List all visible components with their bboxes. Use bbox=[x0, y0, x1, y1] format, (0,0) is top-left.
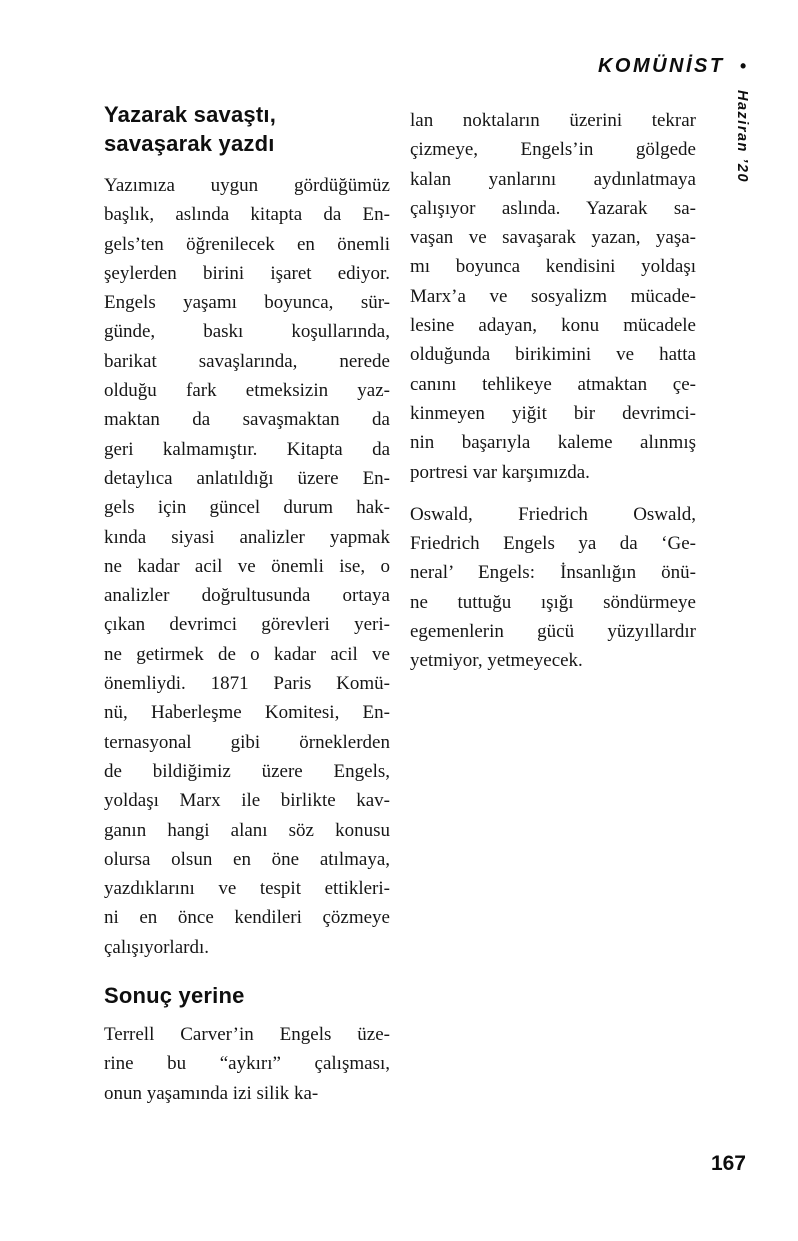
text-line: analizler doğrultusunda ortaya bbox=[104, 585, 390, 607]
text-line: ne getirmek de o kadar acil ve bbox=[104, 643, 390, 665]
text-line: Marx’a ve sosyalizm mücade- bbox=[410, 285, 696, 307]
text-line: şeylerden birini işaret ediyor. bbox=[104, 262, 390, 284]
text-line: rine bu “aykırı” çalışması, bbox=[104, 1053, 390, 1075]
text-line: çalışıyorlardı. bbox=[104, 936, 209, 958]
text-line: canını tehlikeye atmaktan çe- bbox=[410, 373, 696, 395]
text-line: yoldaşı Marx ile birlikte kav- bbox=[104, 790, 390, 812]
text-line: nin başarıyla kaleme alınmış bbox=[410, 432, 696, 454]
left-column bbox=[104, 100, 390, 1108]
text-line: ni en önce kendileri çözmeye bbox=[104, 907, 390, 929]
text-line: çizmeye, Engels’in gölgede bbox=[410, 139, 696, 161]
text-line: portresi var karşımızda. bbox=[410, 461, 590, 483]
text-line: Yazarak savaştı, bbox=[104, 102, 277, 127]
text-line: egemenlerin gücü yüzyıllardır bbox=[410, 621, 696, 643]
text-line: önemliydi. 1871 Paris Komü- bbox=[104, 673, 390, 695]
text-line: Oswald, Friedrich Oswald, bbox=[410, 503, 696, 525]
text-line: gels için güncel durum hak- bbox=[104, 497, 390, 519]
text-line: olursa olsun en öne atılmaya, bbox=[104, 848, 390, 870]
text-line: günde, baskı koşullarında, bbox=[104, 321, 390, 343]
paragraph-body bbox=[104, 171, 390, 962]
masthead bbox=[598, 55, 746, 78]
text-line: çıkan devrimci görevleri yeri- bbox=[104, 614, 390, 636]
paragraph-body bbox=[410, 106, 696, 487]
text-line: Yazımıza uygun gördüğümüz bbox=[104, 175, 390, 196]
text-line: yetmiyor, yetmeyecek. bbox=[410, 650, 583, 672]
article-heading bbox=[104, 100, 390, 158]
text-line: neral’ Engels: İnsanlığın önü- bbox=[410, 562, 696, 584]
text-line: ne kadar acil ve önemli ise, o bbox=[104, 555, 390, 577]
masthead-bullet-icon: • bbox=[739, 56, 746, 76]
text-line: onun yaşamında izi silik ka- bbox=[104, 1082, 319, 1104]
text-line: detaylıca anlatıldığı üzere En- bbox=[104, 467, 390, 489]
text-line: kinmeyen yiğit bir devrimci- bbox=[410, 402, 696, 424]
text-line: çalışıyor aslında. Yazarak sa- bbox=[410, 197, 696, 219]
issue-date-vertical: Haziran ’20 bbox=[734, 90, 750, 184]
paragraph-body bbox=[104, 1020, 390, 1108]
text-line: barikat savaşlarında, nerede bbox=[104, 350, 390, 372]
text-line: Friedrich Engels ya da ‘Ge- bbox=[410, 533, 696, 555]
text-line: kalan yanlarını aydınlatmaya bbox=[410, 168, 696, 190]
text-line: maktan da savaşmaktan da bbox=[104, 409, 390, 431]
text-line: olduğu fark etmeksizin yaz- bbox=[104, 380, 390, 402]
text-line: olduğunda birikimini ve hatta bbox=[410, 344, 696, 366]
right-column bbox=[410, 106, 696, 676]
magazine-title: KOMÜNİST bbox=[597, 55, 725, 77]
page-number: 167 bbox=[710, 1152, 746, 1175]
text-line: de bildiğimiz üzere Engels, bbox=[104, 760, 390, 782]
text-line: vaşan ve savaşarak yazan, yaşa- bbox=[410, 227, 696, 249]
text-line: ne tuttuğu ışığı söndürmeye bbox=[410, 591, 696, 613]
text-line: nü, Haberleşme Komitesi, En- bbox=[104, 702, 390, 724]
text-line: geri kalmamıştır. Kitapta da bbox=[104, 438, 390, 460]
text-line: mı boyunca kendisini yoldaşı bbox=[410, 256, 696, 278]
section-heading-conclusion: Sonuç yerine bbox=[104, 983, 245, 1009]
text-line: Engels yaşamı boyunca, sür- bbox=[104, 292, 390, 314]
text-line: başlık, aslında kitapta da En- bbox=[104, 204, 390, 226]
text-line: yazdıklarını ve tespit ettikleri- bbox=[104, 878, 390, 900]
text-line: kında siyasi analizler yapmak bbox=[104, 526, 390, 548]
paragraph-body bbox=[410, 500, 696, 676]
text-line: lan noktaların üzerini tekrar bbox=[410, 110, 696, 131]
text-line: savaşarak yazdı bbox=[104, 131, 275, 156]
text-line: ganın hangi alanı söz konusu bbox=[104, 819, 390, 841]
text-line: gels’ten öğrenilecek en önemli bbox=[104, 233, 390, 255]
text-line: Terrell Carver’in Engels üze- bbox=[104, 1024, 390, 1046]
text-line: ternasyonal gibi örneklerden bbox=[104, 731, 390, 753]
text-line: lesine adayan, konu mücadele bbox=[410, 315, 696, 337]
